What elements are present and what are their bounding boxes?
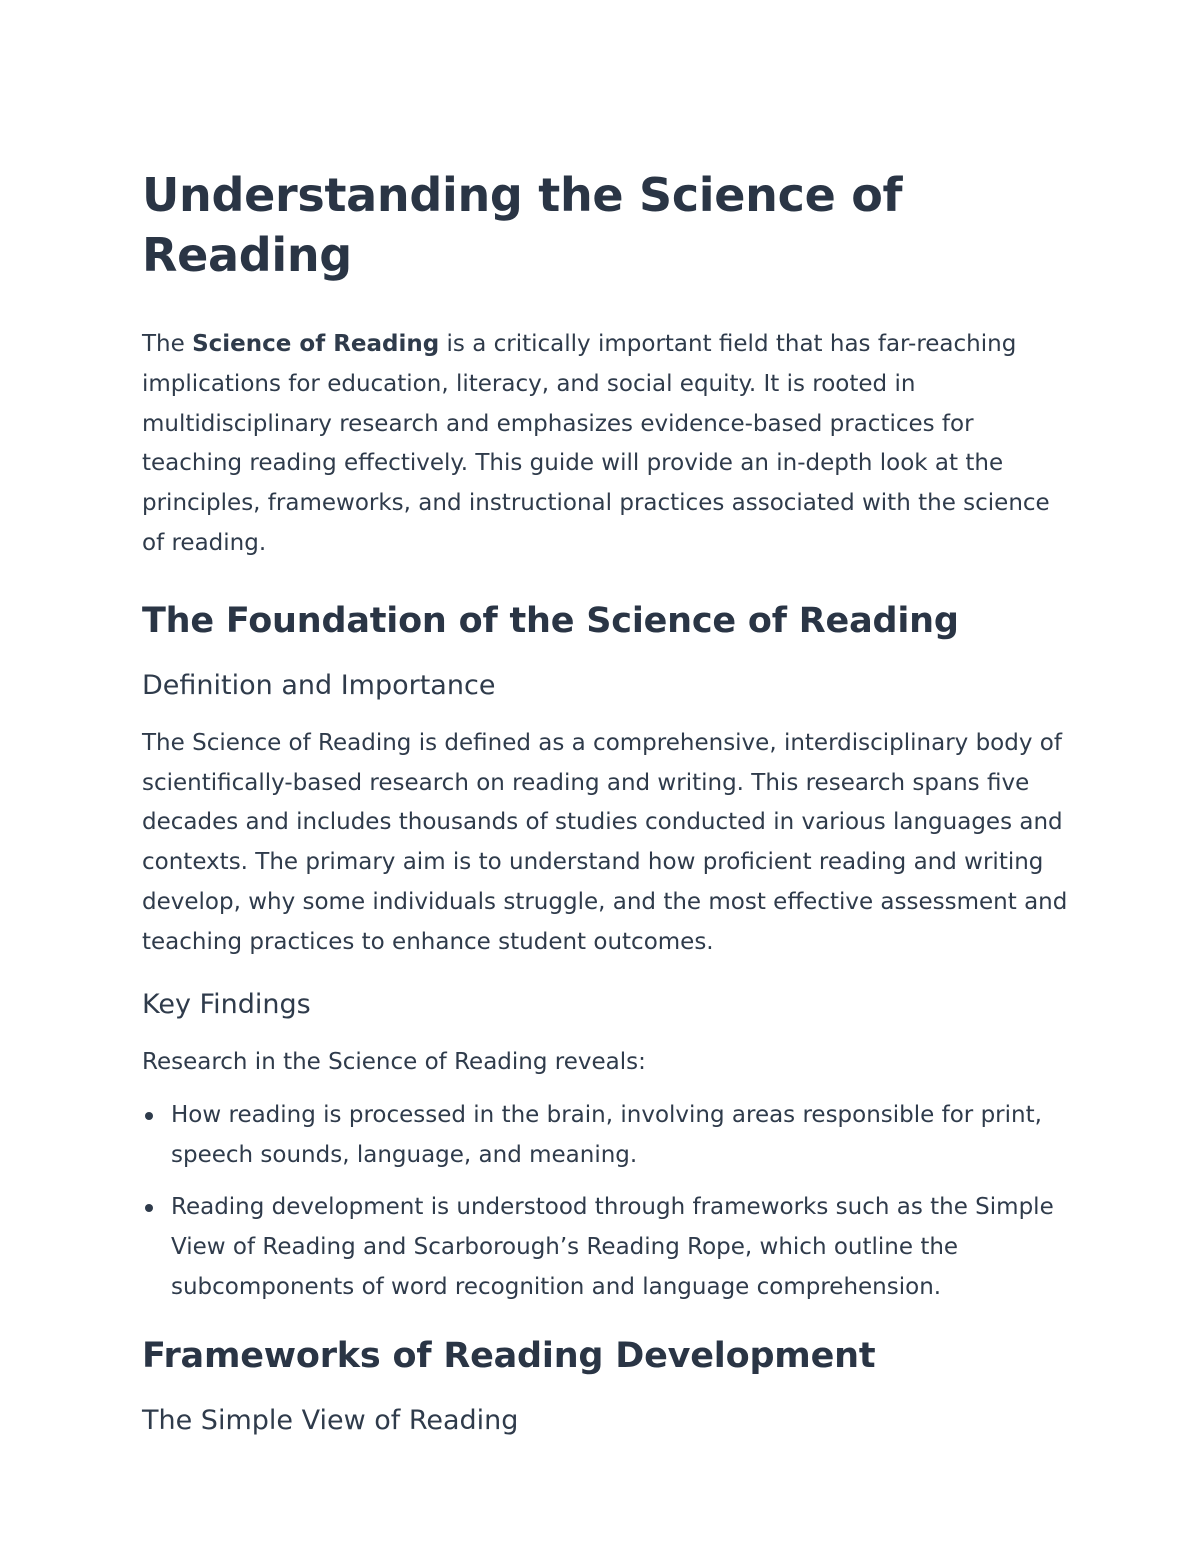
- intro-prefix: The: [142, 331, 193, 357]
- list-item-text: Reading development is understood through frameworks such as the Simple View of Reading and Scarborough’s Reading Rope, which outline the subcomponents of word recognition and language comprehension.: [171, 1193, 1054, 1300]
- list-item: [142, 1188, 1072, 1307]
- intro-bold-term: Science of Reading: [192, 331, 440, 357]
- list-item-text: How reading is processed in the brain, involving areas responsible for print, speech sounds, language, and meaning.: [171, 1102, 1042, 1169]
- bullet-icon: [145, 1204, 153, 1212]
- section-heading-frameworks: Frameworks of Reading Development: [142, 1336, 876, 1377]
- section-heading-foundation: The Foundation of the Science of Reading: [142, 600, 959, 641]
- key-findings-intro: Research in the Science of Reading reveals:: [142, 1048, 646, 1075]
- subsection-heading-definition: Definition and Importance: [142, 669, 496, 701]
- subsection-heading-simple-view: The Simple View of Reading: [142, 1405, 519, 1437]
- document-page: [142, 165, 1072, 1439]
- definition-paragraph: The Science of Reading is defined as a comprehensive, interdisciplinary body of scientifically-based research on reading and writing. This research spans five decades and includes thousands of studies conducted in various languages and contexts. The primary aim is to understand how proficient reading and writing develop, why some individuals struggle, and the most effective assessment and teaching practices to enhance student outcomes.: [142, 729, 1068, 955]
- key-findings-list: [142, 1096, 1072, 1307]
- list-item: [142, 1096, 1072, 1176]
- intro-paragraph: [142, 325, 1072, 564]
- document-title: Understanding the Science of Reading: [142, 168, 903, 282]
- subsection-heading-key-findings: Key Findings: [142, 988, 311, 1020]
- bullet-icon: [145, 1112, 153, 1120]
- intro-suffix: is a critically important field that has far-reaching implications for education, literacy, and social equity. It is rooted in multidisciplinary research and emphasizes evidence-based practices for teaching reading effectively. This guide will provide an in-depth look at the principles, frameworks, and instructional practices associated with the science of reading.: [142, 331, 1050, 556]
